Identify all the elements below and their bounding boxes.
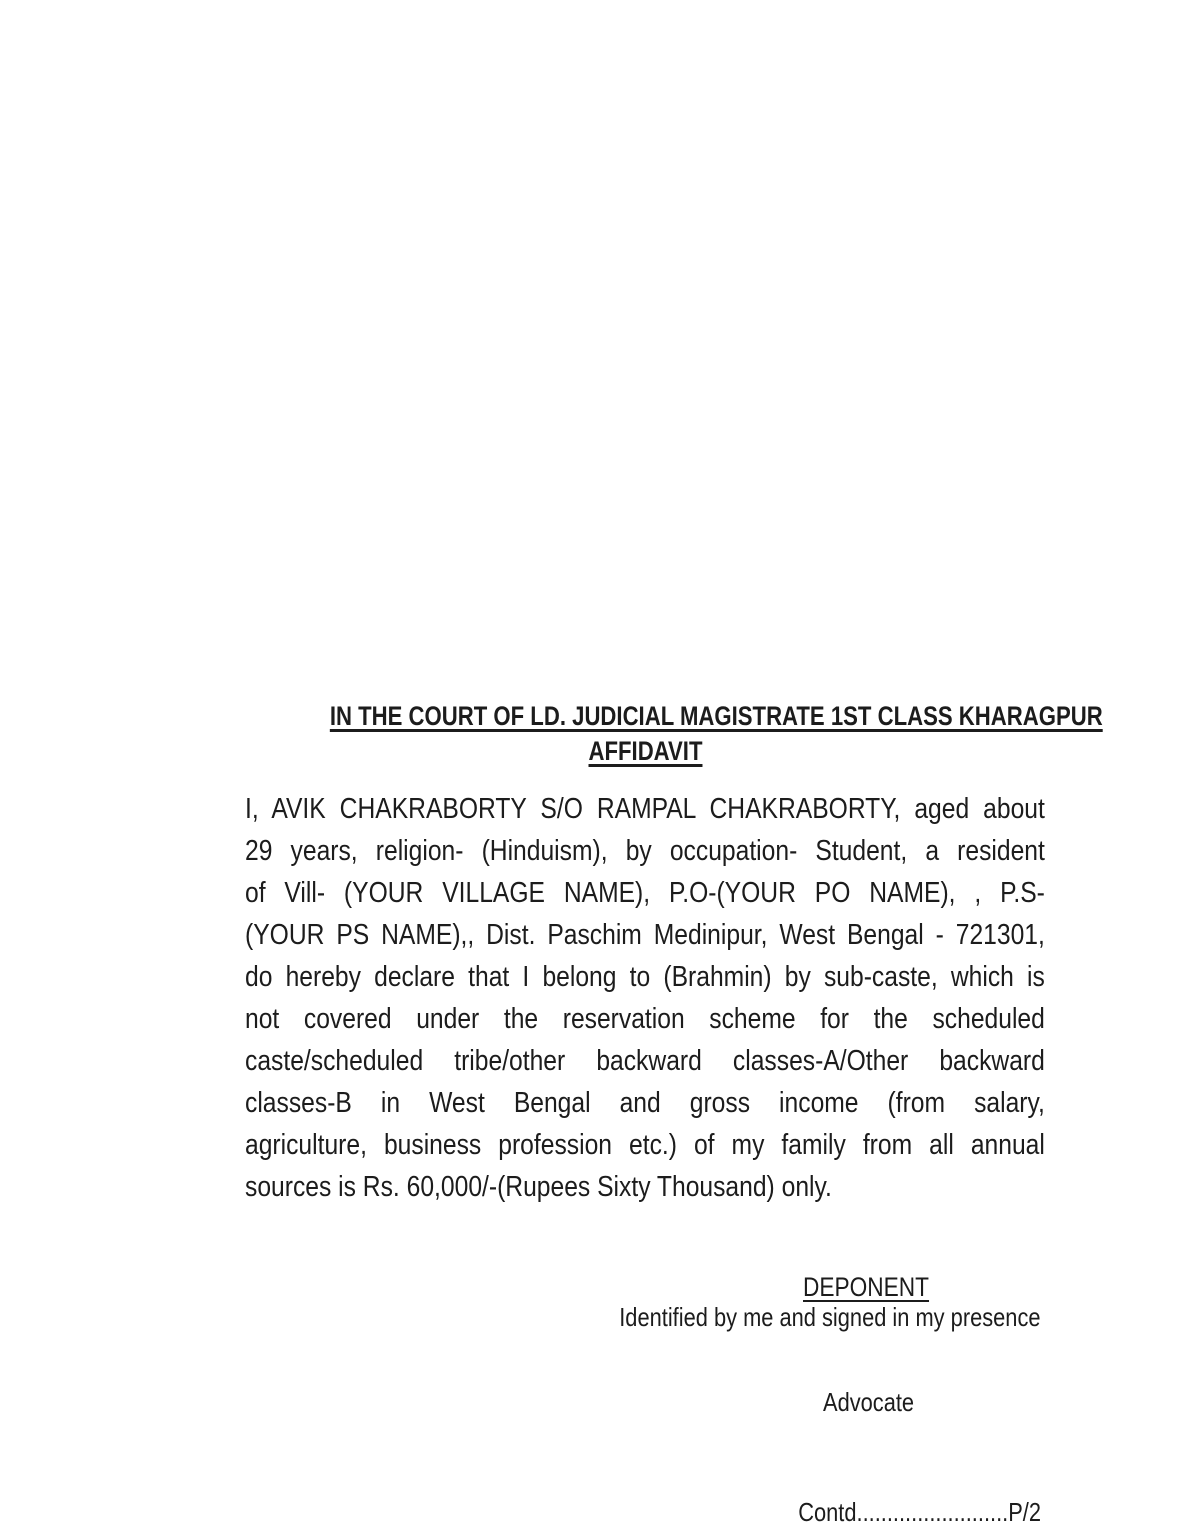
body-line: do hereby declare that I belong to (Brahmin) by sub-caste, which is — [245, 961, 1045, 993]
affidavit-body — [245, 788, 1045, 1208]
body-line: I, AVIK CHAKRABORTY S/O RAMPAL CHAKRABORTY, aged about — [245, 793, 1045, 825]
document-header — [245, 699, 1103, 769]
body-line: sources is Rs. 60,000/-(Rupees Sixty Thousand) only. — [245, 1171, 832, 1203]
body-line: not covered under the reservation scheme for the scheduled — [245, 1003, 1045, 1035]
court-title-text: IN THE COURT OF LD. JUDICIAL MAGISTRATE 1ST CLASS KHARAGPUR — [329, 701, 1103, 731]
advocate-label — [823, 1387, 931, 1418]
document-type-title — [245, 734, 1045, 769]
body-line: 29 years, religion- (Hinduism), by occupation- Student, a resident — [245, 835, 1045, 867]
advocate-text: Advocate — [823, 1387, 915, 1417]
continuation-text: Contd.........................P/2 — [798, 1497, 1041, 1527]
court-title — [245, 699, 1103, 734]
identification-text: Identified by me and signed in my presence — [619, 1302, 1041, 1332]
body-line: (YOUR PS NAME),, Dist. Paschim Medinipur, West Bengal - 721301, — [245, 919, 1045, 951]
identification-line — [539, 1302, 1041, 1333]
deponent-text: DEPONENT — [803, 1272, 930, 1302]
document-type-text: AFFIDAVIT — [588, 736, 702, 766]
body-line: agriculture, business profession etc.) of my family from all annual — [245, 1129, 1045, 1161]
continuation-note — [752, 1497, 1041, 1528]
body-line: of Vill- (YOUR VILLAGE NAME), P.O-(YOUR PO NAME), , P.S- — [245, 877, 1045, 909]
body-line: classes-B in West Bengal and gross income (from salary, — [245, 1087, 1045, 1119]
deponent-label — [803, 1272, 953, 1303]
body-line: caste/scheduled tribe/other backward classes-A/Other backward — [245, 1045, 1045, 1077]
